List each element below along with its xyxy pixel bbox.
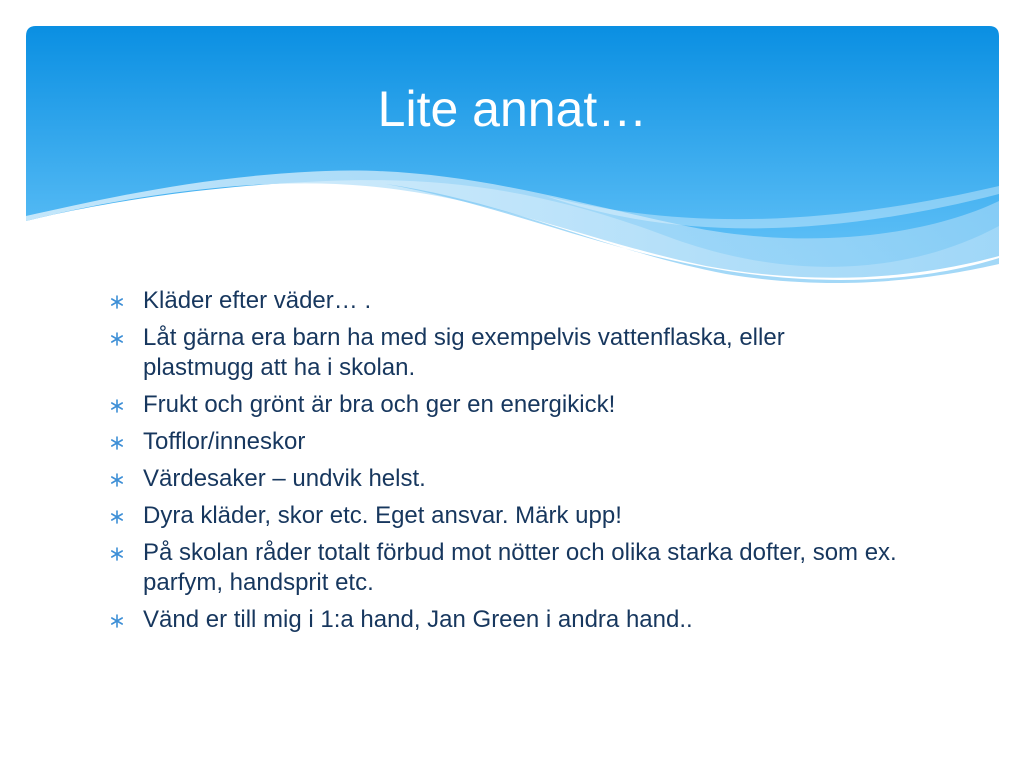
bullet-text: Dyra kläder, skor etc. Eget ansvar. Märk upp! — [143, 502, 622, 529]
bullet-list — [110, 286, 900, 642]
list-item — [110, 390, 900, 420]
asterisk-star-icon — [110, 510, 124, 524]
asterisk-star-icon — [110, 332, 124, 346]
list-item — [110, 501, 900, 531]
asterisk-star-icon — [110, 547, 124, 561]
list-item — [110, 605, 900, 635]
bullet-text: Tofflor/inneskor — [143, 428, 306, 455]
list-item — [110, 427, 900, 457]
slide-title: Lite annat… — [377, 81, 648, 137]
list-item — [110, 323, 900, 383]
asterisk-star-icon — [110, 399, 124, 413]
header-wave-banner — [26, 26, 999, 286]
bullet-text: Vänd er till mig i 1:a hand, Jan Green i andra hand.. — [143, 606, 693, 633]
bullet-text: Kläder efter väder… . — [143, 287, 372, 314]
bullet-text: På skolan råder totalt förbud mot nötter och olika starka dofter, som ex. parfym, handsprit etc. — [143, 539, 897, 596]
bullet-text: Frukt och grönt är bra och ger en energikick! — [143, 391, 616, 418]
asterisk-star-icon — [110, 295, 124, 309]
list-item — [110, 286, 900, 316]
asterisk-star-icon — [110, 473, 124, 487]
list-item — [110, 538, 900, 598]
bullet-text: Låt gärna era barn ha med sig exempelvis vattenflaska, eller plastmugg att ha i skolan. — [143, 324, 785, 381]
bullet-text: Värdesaker – undvik helst. — [143, 465, 426, 492]
asterisk-star-icon — [110, 436, 124, 450]
asterisk-star-icon — [110, 614, 124, 628]
list-item — [110, 464, 900, 494]
